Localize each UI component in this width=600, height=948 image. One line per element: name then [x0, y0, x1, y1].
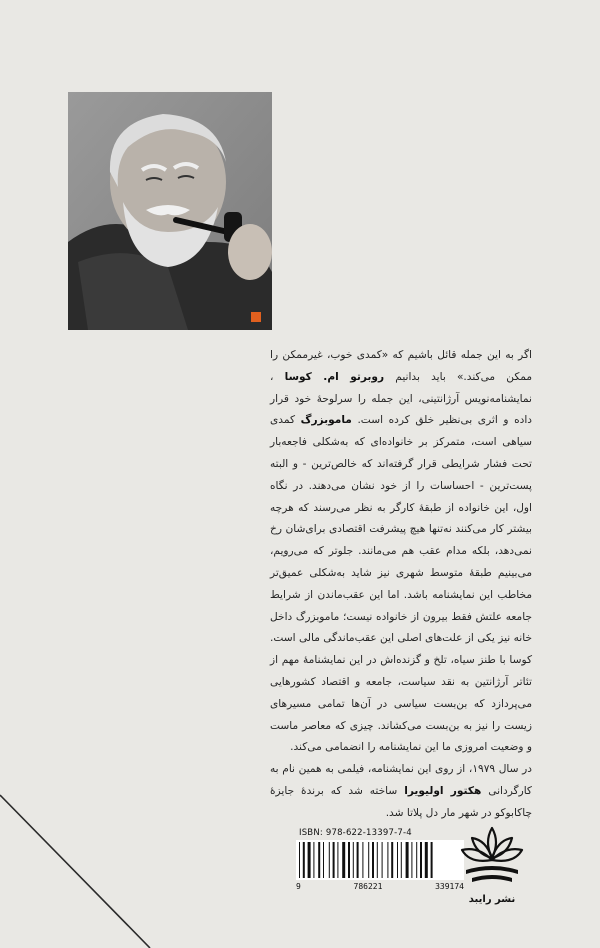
text-run: ، نمایشنامه‌نویس آرژانتینی، این جمله را سرلوحهٔ خود قرار داده و اثری بی‌نظیر خلق کرده است. [270, 370, 532, 427]
barcode-bar [406, 842, 409, 878]
barcode [296, 840, 464, 880]
barcode-bar [372, 842, 374, 878]
director-name: هکتور اولیویرا [404, 784, 482, 797]
barcode-bar [416, 842, 417, 878]
text-run: ساخته شد که برندهٔ جایزهٔ چاکابوکو در شهر مار دل پلاتا شد. [270, 784, 532, 819]
isbn-label: ISBN: 978-622-13397-7-4 [299, 828, 412, 838]
barcode-bar [401, 842, 402, 878]
barcode-bar [411, 842, 412, 878]
barcode-bar [337, 842, 338, 878]
text-run: در سال ۱۹۷۹، از روی این نمایشنامه، فیلمی به همین نام به کارگردانی [270, 763, 532, 797]
author-name: روبرتو ام. کوسا [284, 370, 385, 383]
barcode-bar [318, 842, 320, 878]
author-portrait-icon [68, 92, 272, 330]
text-run: اگر به این جمله قائل باشیم که «کمدی خوب، غیرممکن را ممکن می‌کند.» باید بدانیم [270, 349, 532, 383]
author-portrait-photo [68, 92, 272, 330]
barcode-digit-group: 339174 [435, 882, 464, 891]
accent-square [251, 312, 261, 322]
barcode-bar [431, 842, 433, 878]
paragraph-1 [270, 345, 532, 759]
publisher-name: نشر رایبد [468, 894, 516, 905]
barcode-bar [342, 842, 345, 878]
barcode-bar [308, 842, 311, 878]
barcode-bar [368, 842, 369, 878]
barcode-bar [420, 842, 422, 878]
barcode-bar [382, 842, 383, 878]
barcode-bar [387, 842, 388, 878]
barcode-bar [299, 842, 300, 878]
barcode-bar [362, 842, 363, 878]
barcode-bar [425, 842, 428, 878]
barcode-bar [348, 842, 350, 878]
barcode-bar [313, 842, 314, 878]
barcode-bar [303, 842, 305, 878]
barcode-bar [323, 842, 324, 878]
barcode-digit-group: 9 [296, 882, 301, 891]
barcode-bar [329, 842, 330, 878]
barcode-bar [357, 842, 359, 878]
text-run: کمدی سیاهی است، متمرکز بر خانواده‌ای که به‌شکلی فاجعه‌بار تحت فشار شرایطی قرار گرفته‌اند که خالص‌ترین - و البته پست‌ترین - احساسات را از خود نشان می‌دهند. در نگاه اول، این خانواده از طبقهٔ کارگر به نظر می‌رسند که هرچه بیشتر کار می‌کنند نه‌تنها هیچ پیشرفت اقتصادی برای‌شان رخ نمی‌دهد، بلکه مدام عقب هم می‌مانند. جلوتر که می‌رویم، می‌بینیم طبقهٔ متوسط شهری نیز شاید به‌شکلی عمیق‌تر مخاطب این نمایشنامه باشد. اما این عقب‌ماندن از شرایط جامعه علتش فقط بیرون از خانواده نیست؛ ماموبزرگ داخل خانه نیز یکی از علت‌های اصلی این عقب‌ماندگی مالی است. کوسا با طنز سیاه، تلخ و گزنده‌اش در این نمایشنامهٔ مهم از تئاتر آرژانتین به نقد سیاست، جامعه و اقتصاد کشورهایی می‌پردازد که بن‌بست سیاسی در آن‌ها تمامی مسیرهای زیست را نیز به بن‌بست می‌کشاند. چیزی که معاصر ماست و وضعیت امروزی ما این نمایشنامه را انضمامی می‌کند. [270, 414, 532, 754]
back-cover-text [270, 345, 532, 825]
barcode-digits [296, 882, 464, 891]
barcode-bar [391, 842, 393, 878]
barcode-bar [397, 842, 398, 878]
barcode-bar [377, 842, 378, 878]
barcode-digit-group: 786221 [353, 882, 383, 891]
play-title: ماموبزرگ [300, 414, 352, 427]
barcode-bar [333, 842, 335, 878]
barcode-bar [353, 842, 354, 878]
paragraph-2 [270, 759, 532, 824]
